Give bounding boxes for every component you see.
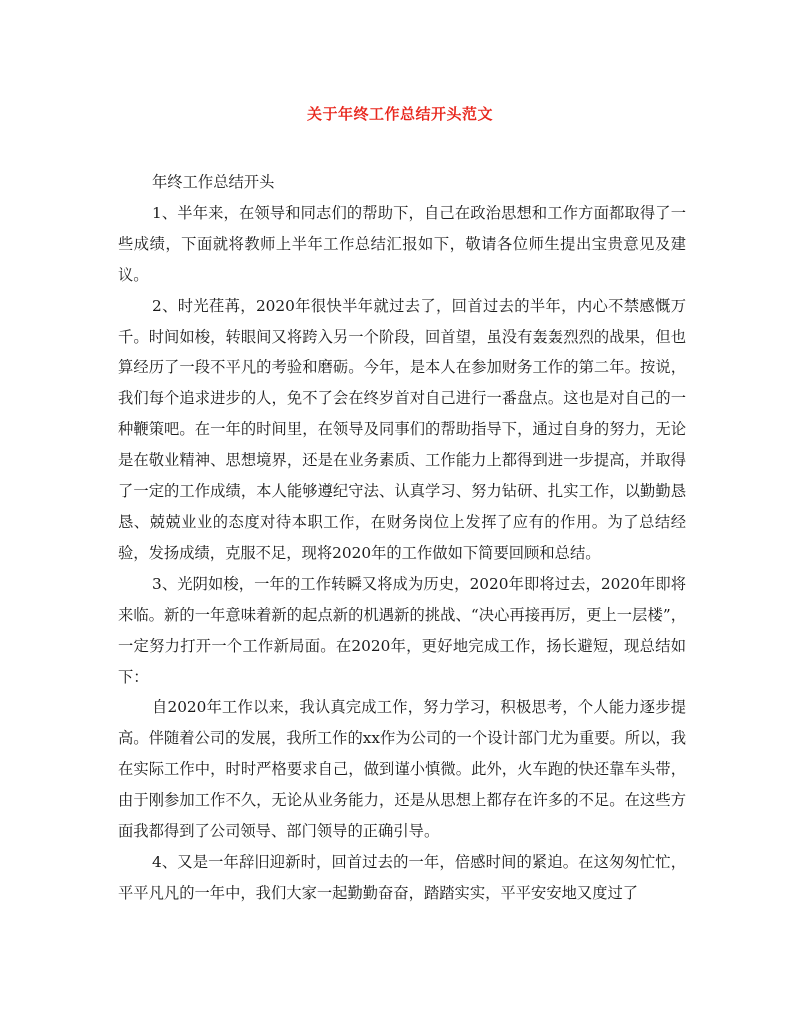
paragraph-3: 3、光阴如梭，一年的工作转瞬又将成为历史，2020年即将过去，2020年即将来临。新的一年意味着新的起点新的机遇新的挑战、“决心再接再厉，更上一层楼”，一定努力打开一个工作新局面。在2020年，更好地完成工作，扬长避短，现总结如下： (118, 574, 686, 686)
paragraph-4: 4、又是一年辞旧迎新时，回首过去的一年，倍感时间的紧迫。在这匆匆忙忙，平平凡凡的一年中，我们大家一起勤勤奋奋，踏踏实实，平平安安地又度过了 (118, 852, 686, 902)
document-title: 关于年终工作总结开头范文 (306, 105, 493, 123)
paragraph-2: 2、时光荏苒，2020年很快半年就过去了，回首过去的半年，内心不禁感慨万千。时间如梭，转眼间又将跨入另一个阶段，回首望，虽没有轰轰烈烈的战果，但也算经历了一段不平凡的考验和磨砺。今年，是本人在参加财务工作的第二年。按说，我们每个追求进步的人，免不了会在终岁首对自己进行一番盘点。这也是对自己的一种鞭策吧。在一年的时间里，在领导及同事们的帮助指导下，通过自身的努力，无论是在敬业精神、思想境界，还是在业务素质、工作能力上都得到进一步提高，并取得了一定的工作成绩，本人能够遵纪守法、认真学习、努力钻研、扎实工作，以勤勤恳恳、兢兢业业的态度对待本职工作，在财务岗位上发挥了应有的作用。为了总结经验，发扬成绩，克服不足，现将2020年的工作做如下简要回顾和总结。 (118, 296, 686, 562)
paragraph-self-summary: 自2020年工作以来，我认真完成工作，努力学习，积极思考，个人能力逐步提高。伴随着公司的发展，我所工作的xx作为公司的一个设计部门尤为重要。所以，我在实际工作中，时时严格要求自己，做到谨小慎微。此外，火车跑的快还靠车头带，由于刚参加工作不久，无论从业务能力，还是从思想上都存在许多的不足。在这些方面我都得到了公司领导、部门领导的正确引导。 (118, 698, 686, 841)
paragraph-heading: 年终工作总结开头 (152, 173, 275, 191)
document-body (118, 167, 686, 909)
paragraph-1: 1、半年来，在领导和同志们的帮助下，自己在政治思想和工作方面都取得了一些成绩，下面就将教师上半年工作总结汇报如下，敬请各位师生提出宝贵意见及建议。 (118, 203, 686, 284)
